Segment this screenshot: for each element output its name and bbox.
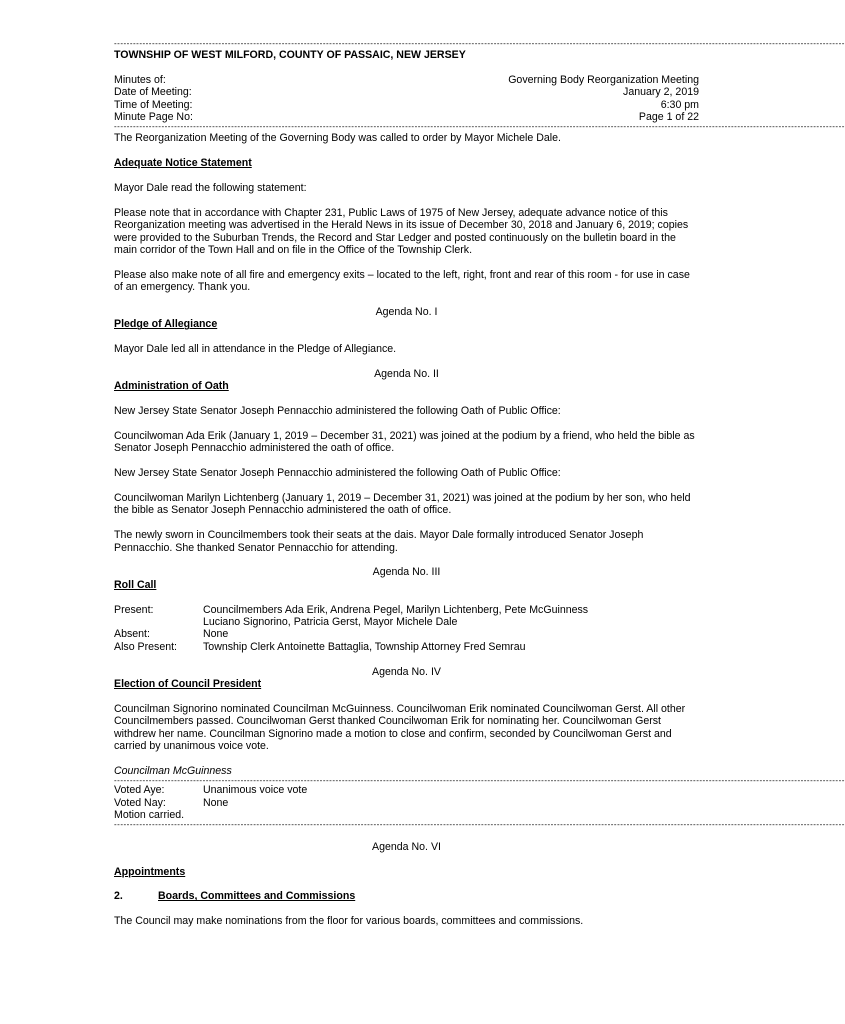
vote-table xyxy=(114,784,699,821)
agenda-2-heading: Administration of Oath xyxy=(114,380,229,393)
present-value-line-2: Luciano Signorino, Patricia Gerst, Mayor Michele Dale xyxy=(203,615,458,628)
voted-aye-label: Voted Aye: xyxy=(114,784,165,797)
time-label: Time of Meeting: xyxy=(114,98,193,111)
absent-value: None xyxy=(203,628,229,641)
page-value: Page 1 of 22 xyxy=(638,110,699,123)
voted-nay-row xyxy=(114,797,699,809)
agenda-2-paragraph-3: New Jersey State Senator Joseph Pennacchio administered the following Oath of Public Office: xyxy=(114,467,561,480)
also-present-value: Township Clerk Antoinette Battaglia, Township Attorney Fred Semrau xyxy=(203,640,526,653)
voted-nay-label: Voted Nay: xyxy=(114,796,166,809)
agenda-4-heading: Election of Council President xyxy=(114,678,262,690)
agenda-2-paragraph-2: Councilwoman Ada Erik (January 1, 2019 – December 31, 2021) was joined at the podium by a friend, who held the bible as Senator Joseph Pennacchio administered the oath of office. xyxy=(114,429,695,455)
motion-carried: Motion carried. xyxy=(114,809,185,822)
voted-aye-value: Unanimous voice vote xyxy=(203,784,308,797)
intro-paragraph: The Reorganization Meeting of the Governing Body was called to order by Mayor Michele Dale. xyxy=(114,132,561,145)
notice-paragraph-1: Mayor Dale read the following statement: xyxy=(114,181,307,194)
minutes-of-label: Minutes of: xyxy=(114,73,166,86)
roll-call-table xyxy=(114,604,699,654)
roll-call-absent-row xyxy=(114,628,699,640)
agenda-2-paragraph-4: Councilwoman Marilyn Lichtenberg (January 1, 2019 – December 31, 2021) was joined at the podium by her son, who held the bible as Senator Joseph Pennacchio administered the oath of office. xyxy=(114,491,691,517)
agenda-3-heading: Roll Call xyxy=(114,578,157,591)
also-present-label: Also Present: xyxy=(114,640,178,653)
header-row-page xyxy=(114,111,699,123)
minutes-of-value: Governing Body Reorganization Meeting xyxy=(508,73,699,86)
agenda-3-label: Agenda No. III xyxy=(372,566,441,579)
date-label: Date of Meeting: xyxy=(114,86,192,99)
election-result-name: Councilman McGuinness xyxy=(114,764,232,777)
page-label: Minute Page No: xyxy=(114,110,193,123)
document-title: TOWNSHIP OF WEST MILFORD, COUNTY OF PASSAIC, NEW JERSEY xyxy=(114,49,466,61)
agenda-4-label: Agenda No. IV xyxy=(372,665,441,678)
appointments-item-number: 2. xyxy=(114,890,123,903)
header-divider-top: --------------------------------------------------------------------------------------------------------------------------------------------------------------------------------------------------------------------------------------- xyxy=(114,39,845,48)
agenda-2-paragraph-1: New Jersey State Senator Joseph Pennacchio administered the following Oath of Public Office: xyxy=(114,405,561,418)
appointments-item xyxy=(114,890,699,902)
agenda-6-heading: Appointments xyxy=(114,865,186,878)
agenda-2-paragraph-5: The newly sworn in Councilmembers took their seats at the dais. Mayor Dale formally introduced Senator Joseph Pennacchio. She thanked Senator Pennacchio for attending. xyxy=(114,529,644,554)
notice-paragraph-3: Please also make note of all fire and emergency exits – located to the left, right, front and rear of this room - for use in case of an emergency. Thank you. xyxy=(114,268,690,294)
agenda-2-label: Agenda No. II xyxy=(374,367,439,380)
agenda-6-paragraph: The Council may make nominations from the floor for various boards, committees and commissions. xyxy=(114,915,584,928)
roll-call-present-row xyxy=(114,604,699,629)
voted-nay-value: None xyxy=(203,796,229,809)
time-value: 6:30 pm xyxy=(660,98,699,111)
header-divider-bottom: --------------------------------------------------------------------------------------------------------------------------------------------------------------------------------------------------------------------------------------- xyxy=(114,122,845,132)
roll-call-also-present-row xyxy=(114,641,699,653)
agenda-6-label: Agenda No. VI xyxy=(372,840,441,853)
agenda-1-label: Agenda No. I xyxy=(375,305,438,318)
voted-aye-row xyxy=(114,784,699,796)
vote-divider-bottom: --------------------------------------------------------------------------------------------------------------------------------------------------------------------------------------------------------------------------------------- xyxy=(114,820,845,830)
date-value: January 2, 2019 xyxy=(623,86,699,99)
header-row-date xyxy=(114,86,699,98)
agenda-1-heading: Pledge of Allegiance xyxy=(114,318,218,331)
header-row-time xyxy=(114,99,699,111)
agenda-1-paragraph: Mayor Dale led all in attendance in the Pledge of Allegiance. xyxy=(114,343,397,356)
notice-heading: Adequate Notice Statement xyxy=(114,157,252,170)
vote-divider-top: --------------------------------------------------------------------------------------------------------------------------------------------------------------------------------------------------------------------------------------- xyxy=(114,776,845,786)
appointments-item-heading: Boards, Committees and Commissions xyxy=(158,890,356,903)
agenda-4-paragraph: Councilman Signorino nominated Councilman McGuinness. Councilwoman Erik nominated Councilwoman Gerst. All other Councilmembers passed. Councilwoman Gerst thanked Councilwoman Erik for nominating her. Councilwoman Gerst withdrew her name. Councilman Signorino made a motion to close and confirm, seconded by Councilwoman Gerst and carried by unanimous voice vote. xyxy=(114,702,686,753)
notice-paragraph-2: Please note that in accordance with Chapter 231, Public Laws of 1975 of New Jersey, adequate advance notice of this Reorganization meeting was advertised in the Herald News in its issue of December 30, 2018 and January 6, 2019; copies were provided to the Suburban Trends, the Record and Star Ledger and posted continuously on the bulletin board in the main corridor of the Town Hall and on file in the Office of the Township Clerk. xyxy=(114,206,689,256)
absent-label: Absent: xyxy=(114,628,150,641)
present-value-line-1: Councilmembers Ada Erik, Andrena Pegel, Marilyn Lichtenberg, Pete McGuinness xyxy=(203,603,589,616)
minutes-page xyxy=(114,39,845,928)
present-label: Present: xyxy=(114,603,154,616)
header-row-minutes-of xyxy=(114,74,699,86)
